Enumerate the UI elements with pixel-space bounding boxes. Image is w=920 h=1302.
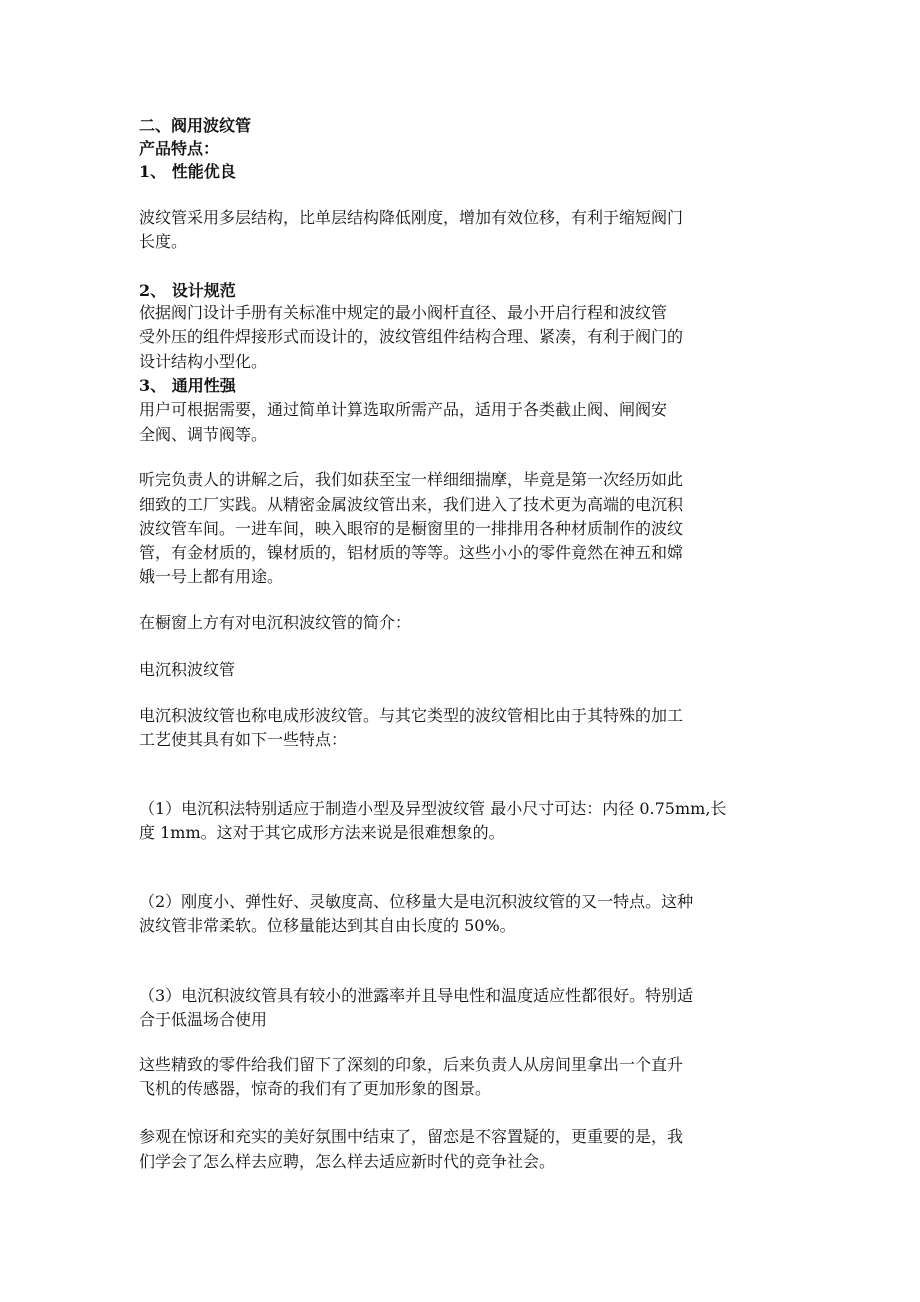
feature-3-text-line: 全阀、调节阀等。 bbox=[139, 425, 268, 444]
point-2-line: （2）刚度小、弹性好、灵敏度高、位移量大是电沉积波纹管的又一特点。这种 bbox=[139, 892, 694, 911]
intro-paragraph-line: 电沉积波纹管也称电成形波纹管。与其它类型的波纹管相比由于其特殊的加工 bbox=[139, 706, 684, 725]
feature-1-text-line: 波纹管采用多层结构，比单层结构降低刚度，增加有效位移，有利于缩短阀门 bbox=[139, 208, 684, 227]
narrative-paragraph-line: 细致的工厂实践。从精密金属波纹管出来，我们进入了技术更为高端的电沉积 bbox=[139, 495, 684, 514]
feature-3-text-line: 用户可根据需要，通过简单计算选取所需产品，适用于各类截止阀、闸阀安 bbox=[139, 400, 668, 419]
feature-2-text-line: 设计结构小型化。 bbox=[139, 352, 268, 371]
feature-2-heading: 2、 设计规范 bbox=[139, 281, 236, 300]
feature-2-text-line: 受外压的组件焊接形式而设计的，波纹管组件结构合理、紧凑，有利于阀门的 bbox=[139, 327, 684, 346]
features-label: 产品特点： bbox=[139, 139, 220, 158]
point-1-line: （1）电沉积法特别适应于制造小型及异型波纹管 最小尺寸可达：内径 0.75mm,长 bbox=[139, 799, 727, 818]
subheading: 电沉积波纹管 bbox=[139, 660, 236, 679]
showcase-intro: 在橱窗上方有对电沉积波纹管的简介： bbox=[139, 613, 412, 632]
final-paragraph-line: 参观在惊讶和充实的美好氛围中结束了，留恋是不容置疑的，更重要的是，我 bbox=[139, 1127, 684, 1146]
narrative-paragraph-line: 娥一号上都有用途。 bbox=[139, 567, 284, 586]
feature-3-heading: 3、 通用性强 bbox=[139, 376, 236, 395]
point-2-line: 波纹管非常柔软。位移量能达到其自由长度的 50%。 bbox=[139, 916, 516, 935]
intro-paragraph-line: 工艺使其具有如下一些特点： bbox=[139, 730, 348, 749]
section-title: 二、阀用波纹管 bbox=[139, 116, 252, 135]
closing-paragraph-line: 这些精致的零件给我们留下了深刻的印象，后来负责人从房间里拿出一个直升 bbox=[139, 1055, 684, 1074]
closing-paragraph-line: 飞机的传感器，惊奇的我们有了更加形象的图景。 bbox=[139, 1079, 492, 1098]
narrative-paragraph-line: 波纹管车间。一进车间，映入眼帘的是橱窗里的一排排用各种材质制作的波纹 bbox=[139, 519, 684, 538]
feature-1-heading: 1、 性能优良 bbox=[139, 162, 236, 181]
point-3-line: 合于低温场合使用 bbox=[139, 1010, 268, 1029]
feature-2-text-line: 依据阀门设计手册有关标准中规定的最小阀杆直径、最小开启行程和波纹管 bbox=[139, 303, 668, 322]
point-3-line: （3）电沉积波纹管具有较小的泄露率并且导电性和温度适应性都很好。特别适 bbox=[139, 986, 694, 1005]
narrative-paragraph-line: 管，有金材质的，镍材质的，铝材质的等等。这些小小的零件竟然在神五和嫦 bbox=[139, 543, 684, 562]
point-1-line: 度 1mm。这对于其它成形方法来说是很难想象的。 bbox=[139, 823, 505, 842]
final-paragraph-line: 们学会了怎么样去应聘，怎么样去适应新时代的竞争社会。 bbox=[139, 1152, 556, 1171]
feature-1-text-line: 长度。 bbox=[139, 232, 188, 251]
narrative-paragraph-line: 听完负责人的讲解之后，我们如获至宝一样细细揣摩，毕竟是第一次经历如此 bbox=[139, 470, 684, 489]
